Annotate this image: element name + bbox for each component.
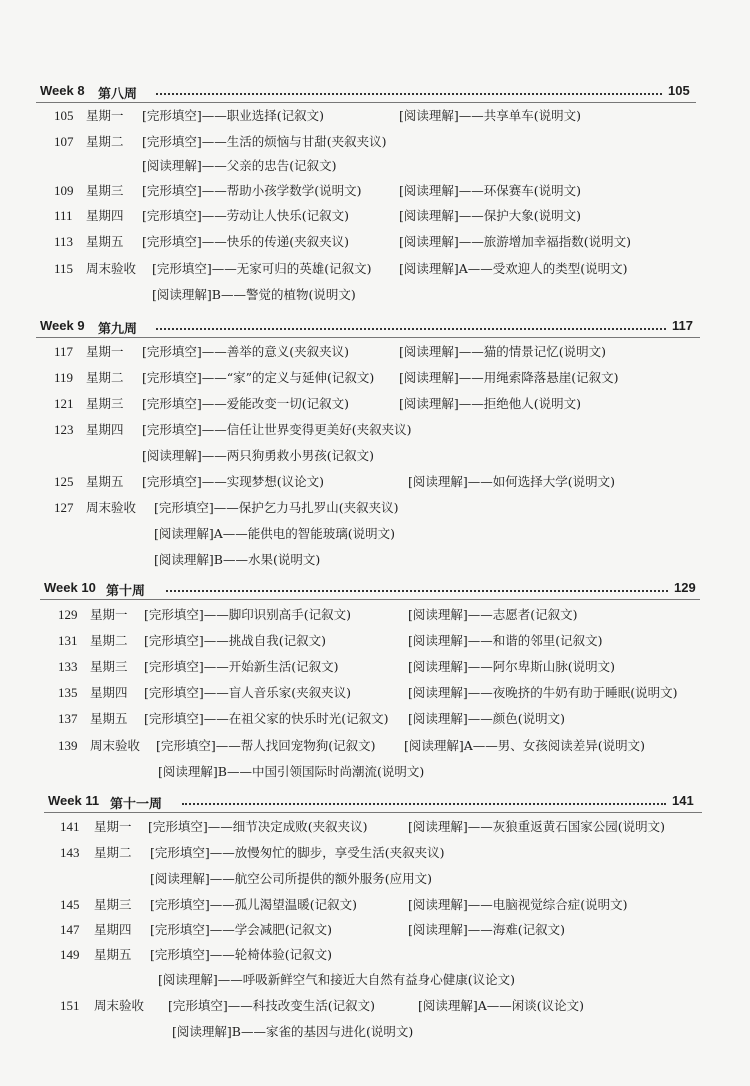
week-title: 第九周 [98, 322, 138, 337]
reading-entry: [阅读理解]——用绳索降落悬崖(记叙文) [399, 370, 619, 385]
page-number: 117 [54, 344, 74, 359]
cloze-entry: [完形填空]——在祖父家的快乐时光(记叙文) [144, 711, 389, 726]
week-title: 第八周 [98, 87, 138, 102]
day-label: 星期五 [86, 474, 124, 489]
cloze-entry: [完形填空]——“家”的定义与延伸(记叙文) [142, 370, 375, 385]
week-label: Week 9 [40, 318, 85, 333]
page-number: 125 [54, 474, 74, 489]
cloze-entry: [完形填空]——善举的意义(夹叙夹议) [142, 344, 350, 359]
reading-entry: [阅读理解]——航空公司所提供的额外服务(应用文) [150, 871, 433, 886]
cloze-entry: [完形填空]——职业选择(记叙文) [142, 108, 325, 123]
cloze-entry: [完形填空]——科技改变生活(记叙文) [168, 998, 376, 1013]
page-number: 147 [60, 922, 80, 937]
divider [40, 599, 700, 600]
page-number: 137 [58, 711, 78, 726]
day-label: 周末验收 [86, 500, 137, 515]
page-number: 139 [58, 738, 78, 753]
reading-entry: [阅读理解]B——警觉的植物(说明文) [152, 287, 356, 302]
reading-entry: [阅读理解]——夜晚挤的牛奶有助于睡眠(说明文) [408, 685, 678, 700]
leader-dots [166, 582, 668, 592]
reading-entry: [阅读理解]——灰狼重返黄石国家公园(说明文) [408, 819, 666, 834]
day-label: 星期一 [86, 108, 124, 123]
day-label: 星期二 [94, 845, 132, 860]
reading-entry: [阅读理解]——如何选择大学(说明文) [408, 474, 616, 489]
cloze-entry: [完形填空]——学会减肥(记叙文) [150, 922, 333, 937]
cloze-entry: [完形填空]——生活的烦恼与甘甜(夹叙夹议) [142, 134, 387, 149]
page-number: 113 [54, 234, 74, 249]
page-number: 109 [54, 183, 74, 198]
reading-entry: [阅读理解]——环保赛车(说明文) [399, 183, 582, 198]
day-label: 星期一 [86, 344, 124, 359]
day-label: 星期二 [86, 370, 124, 385]
cloze-entry: [完形填空]——挑战自我(记叙文) [144, 633, 327, 648]
page-number: 131 [58, 633, 78, 648]
reading-entry: [阅读理解]——呼吸新鲜空气和接近大自然有益身心健康(议论文) [158, 972, 516, 987]
page-number: 149 [60, 947, 80, 962]
reading-entry: [阅读理解]——海难(记叙文) [408, 922, 566, 937]
leader-dots [156, 85, 662, 95]
week-label: Week 10 [44, 580, 96, 595]
cloze-entry: [完形填空]——无家可归的英雄(记叙文) [152, 261, 372, 276]
reading-entry: [阅读理解]——保护大象(说明文) [399, 208, 582, 223]
reading-entry: [阅读理解]A——男、女孩阅读差异(说明文) [404, 738, 646, 753]
cloze-entry: [完形填空]——信任让世界变得更美好(夹叙夹议) [142, 422, 412, 437]
day-label: 星期二 [90, 633, 128, 648]
page-number: 119 [54, 370, 74, 385]
day-label: 星期二 [86, 134, 124, 149]
reading-entry: [阅读理解]B——水果(说明文) [154, 552, 321, 567]
week-page-number: 141 [672, 793, 694, 808]
day-label: 星期一 [90, 607, 128, 622]
reading-entry: [阅读理解]——电脑视觉综合症(说明文) [408, 897, 628, 912]
page-number: 135 [58, 685, 78, 700]
leader-dots [156, 320, 666, 330]
week-page-number: 117 [672, 318, 693, 333]
week-header [44, 580, 696, 604]
day-label: 周末验收 [90, 738, 141, 753]
reading-entry: [阅读理解]A——能供电的智能玻璃(说明文) [154, 526, 396, 541]
reading-entry: [阅读理解]——父亲的忠告(记叙文) [142, 158, 337, 173]
week-label: Week 8 [40, 83, 85, 98]
day-label: 周末验收 [94, 998, 145, 1013]
reading-entry: [阅读理解]A——闲谈(议论文) [418, 998, 585, 1013]
day-label: 星期一 [94, 819, 132, 834]
page-number: 133 [58, 659, 78, 674]
cloze-entry: [完形填空]——帮助小孩学数学(说明文) [142, 183, 362, 198]
cloze-entry: [完形填空]——帮人找回宠物狗(记叙文) [156, 738, 376, 753]
week-header [40, 83, 692, 107]
cloze-entry: [完形填空]——实现梦想(议论文) [142, 474, 325, 489]
cloze-entry: [完形填空]——快乐的传递(夹叙夹议) [142, 234, 350, 249]
reading-entry: [阅读理解]——两只狗勇救小男孩(记叙文) [142, 448, 375, 463]
cloze-entry: [完形填空]——孤儿渴望温暖(记叙文) [150, 897, 358, 912]
page-number: 143 [60, 845, 80, 860]
day-label: 周末验收 [86, 261, 137, 276]
day-label: 星期五 [90, 711, 128, 726]
cloze-entry: [完形填空]——脚印识别高手(记叙文) [144, 607, 352, 622]
page-number: 151 [60, 998, 80, 1013]
page-number: 129 [58, 607, 78, 622]
page-number: 127 [54, 500, 74, 515]
day-label: 星期四 [86, 208, 124, 223]
page-number: 105 [54, 108, 74, 123]
leader-dots [182, 795, 666, 805]
reading-entry: [阅读理解]——阿尔卑斯山脉(说明文) [408, 659, 616, 674]
reading-entry: [阅读理解]B——中国引领国际时尚潮流(说明文) [158, 764, 425, 779]
page-number: 115 [54, 261, 74, 276]
day-label: 星期四 [90, 685, 128, 700]
page-number: 121 [54, 396, 74, 411]
day-label: 星期五 [94, 947, 132, 962]
cloze-entry: [完形填空]——细节决定成败(夹叙夹议) [148, 819, 368, 834]
day-label: 星期四 [86, 422, 124, 437]
cloze-entry: [完形填空]——爱能改变一切(记叙文) [142, 396, 350, 411]
reading-entry: [阅读理解]A——受欢迎人的类型(说明文) [399, 261, 628, 276]
page-number: 123 [54, 422, 74, 437]
cloze-entry: [完形填空]——劳动让人快乐(记叙文) [142, 208, 350, 223]
divider [44, 812, 702, 813]
cloze-entry: [完形填空]——开始新生活(记叙文) [144, 659, 339, 674]
day-label: 星期三 [94, 897, 132, 912]
week-label: Week 11 [48, 793, 100, 808]
reading-entry: [阅读理解]——志愿者(记叙文) [408, 607, 578, 622]
page-number: 141 [60, 819, 80, 834]
page-number: 145 [60, 897, 80, 912]
divider [36, 102, 696, 103]
reading-entry: [阅读理解]——拒绝他人(说明文) [399, 396, 582, 411]
week-title: 第十周 [106, 584, 146, 599]
reading-entry: [阅读理解]——旅游增加幸福指数(说明文) [399, 234, 632, 249]
cloze-entry: [完形填空]——放慢匆忙的脚步，享受生活(夹叙夹议) [150, 845, 445, 860]
reading-entry: [阅读理解]——颜色(说明文) [408, 711, 566, 726]
cloze-entry: [完形填空]——轮椅体验(记叙文) [150, 947, 333, 962]
day-label: 星期三 [90, 659, 128, 674]
day-label: 星期三 [86, 183, 124, 198]
week-header [40, 318, 696, 342]
cloze-entry: [完形填空]——保护乞力马扎罗山(夹叙夹议) [154, 500, 399, 515]
week-page-number: 129 [674, 580, 696, 595]
reading-entry: [阅读理解]——共享单车(说明文) [399, 108, 582, 123]
page-number: 111 [54, 208, 73, 223]
week-header [48, 793, 698, 817]
day-label: 星期四 [94, 922, 132, 937]
week-page-number: 105 [668, 83, 690, 98]
divider [36, 337, 700, 338]
reading-entry: [阅读理解]B——家雀的基因与进化(说明文) [172, 1024, 414, 1039]
week-title: 第十一周 [110, 797, 163, 812]
page-number: 107 [54, 134, 74, 149]
day-label: 星期五 [86, 234, 124, 249]
reading-entry: [阅读理解]——和谐的邻里(记叙文) [408, 633, 603, 648]
reading-entry: [阅读理解]——猫的情景记忆(说明文) [399, 344, 607, 359]
day-label: 星期三 [86, 396, 124, 411]
cloze-entry: [完形填空]——盲人音乐家(夹叙夹议) [144, 685, 352, 700]
